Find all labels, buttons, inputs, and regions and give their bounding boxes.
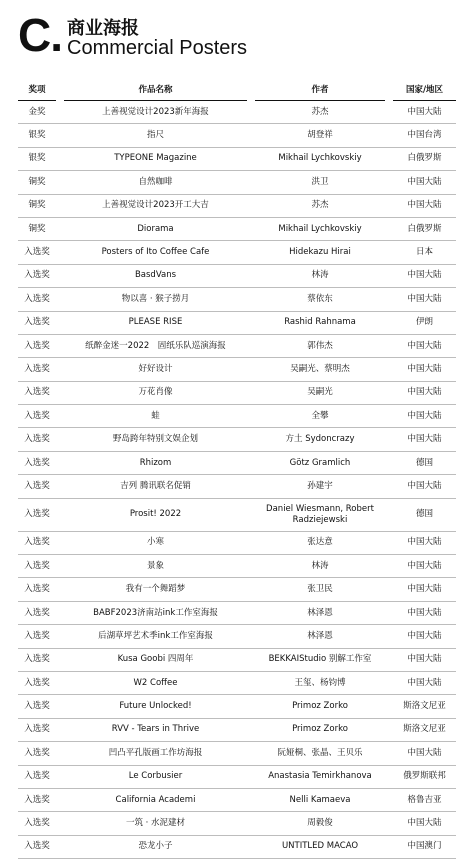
- table-row: [18, 475, 456, 498]
- region-cell: 伊朗: [415, 317, 433, 328]
- table-row: [18, 148, 456, 171]
- region-cell: 中国大陆: [407, 480, 442, 491]
- column-header-award: 奖项: [18, 80, 56, 101]
- region-cell: 中国大陆: [407, 630, 442, 641]
- region-cell: 中国大陆: [407, 560, 442, 571]
- author-cell: 林泽恩: [307, 630, 333, 641]
- award-cell: 入选奖: [24, 457, 50, 468]
- region-cell: 中国大陆: [407, 818, 442, 829]
- award-cell: 铜奖: [28, 200, 46, 211]
- award-cell: 入选奖: [24, 630, 50, 641]
- column-header-work: 作品名称: [64, 80, 247, 101]
- table-row: [18, 288, 456, 311]
- author-cell: UNTITLED MACAO: [281, 841, 359, 852]
- table-row: [18, 555, 456, 578]
- table-row: [18, 499, 456, 532]
- table-row: [18, 358, 456, 381]
- award-cell: 入选奖: [24, 654, 50, 665]
- table-row: [18, 836, 456, 859]
- award-cell: 入选奖: [24, 724, 50, 735]
- table-row: [18, 532, 456, 555]
- award-cell: 入选奖: [24, 480, 50, 491]
- table-row: [18, 405, 456, 428]
- author-cell: 张卫民: [307, 584, 333, 595]
- author-cell: BEKKAIStudio 别解工作室: [268, 654, 372, 665]
- work-title-cell: Le Corbusier: [128, 771, 183, 782]
- author-cell: 王玺、杨钧博: [294, 677, 346, 688]
- award-cell: 入选奖: [24, 363, 50, 374]
- region-cell: 中国大陆: [407, 584, 442, 595]
- author-cell: Nelli Kamaeva: [289, 794, 351, 805]
- award-cell: 银奖: [28, 130, 46, 141]
- table-row: [18, 789, 456, 812]
- author-cell: 蔡依东: [307, 293, 333, 304]
- work-title-cell: Prosit! 2022: [129, 509, 182, 520]
- work-title-cell: 后湖草坪艺术季ink工作室海报: [98, 630, 213, 641]
- work-title-cell: 小寒: [146, 537, 164, 548]
- table-row: [18, 649, 456, 672]
- author-cell: Anastasia Temirkhanova: [268, 771, 372, 782]
- author-cell: 张达意: [307, 537, 333, 548]
- table-header-row: [18, 80, 456, 101]
- work-title-cell: 我有一个舞蹈梦: [125, 584, 186, 595]
- region-cell: 中国大陆: [407, 176, 442, 187]
- author-cell: 林泽恩: [307, 607, 333, 618]
- award-cell: 银奖: [28, 153, 46, 164]
- region-cell: 白俄罗斯: [407, 223, 442, 234]
- region-cell: 中国大陆: [407, 747, 442, 758]
- author-cell: 苏杰: [311, 106, 329, 117]
- author-cell: 吴嗣光、蔡明杰: [290, 363, 350, 374]
- region-cell: 日本: [415, 247, 433, 258]
- region-cell: 斯洛文尼亚: [403, 724, 446, 735]
- award-cell: 入选奖: [24, 270, 50, 281]
- region-cell: 中国大陆: [407, 270, 442, 281]
- work-title-cell: 纸醉金迷一2022 固纸乐队巡演海报: [85, 340, 226, 351]
- table-row: [18, 218, 456, 241]
- work-title-cell: 恐龙小子: [138, 841, 173, 852]
- column-header-author: 作者: [255, 80, 385, 101]
- table-row: [18, 241, 456, 264]
- author-cell: Götz Gramlich: [289, 457, 351, 468]
- author-cell: 洪卫: [311, 176, 329, 187]
- table-row: [18, 719, 456, 742]
- work-title-cell: Diorama: [137, 223, 174, 234]
- column-header-region: 国家/地区: [393, 80, 456, 101]
- region-cell: 中国大陆: [407, 200, 442, 211]
- author-cell: 吴嗣光: [307, 387, 333, 398]
- award-cell: 入选奖: [24, 509, 50, 520]
- table-row: [18, 452, 456, 475]
- award-cell: 铜奖: [28, 223, 46, 234]
- award-cell: 铜奖: [28, 176, 46, 187]
- table-body: [18, 101, 456, 859]
- award-cell: 入选奖: [24, 434, 50, 445]
- author-cell: 郭伟杰: [307, 340, 333, 351]
- author-cell: Mikhail Lychkovskiy: [278, 153, 362, 164]
- table-row: [18, 382, 456, 405]
- award-cell: 入选奖: [24, 701, 50, 712]
- work-title-cell: Future Unlocked!: [119, 701, 192, 712]
- region-cell: 白俄罗斯: [407, 153, 442, 164]
- work-title-cell: 上善视觉设计2023新年海报: [102, 106, 209, 117]
- region-cell: 中国大陆: [407, 363, 442, 374]
- author-cell: 全攀: [311, 410, 329, 421]
- region-cell: 中国大陆: [407, 654, 442, 665]
- region-cell: 中国大陆: [407, 537, 442, 548]
- table-row: [18, 195, 456, 218]
- region-cell: 斯洛文尼亚: [403, 701, 446, 712]
- award-cell: 入选奖: [24, 247, 50, 258]
- award-cell: 入选奖: [24, 794, 50, 805]
- award-cell: 入选奖: [24, 560, 50, 571]
- award-cell: 入选奖: [24, 410, 50, 421]
- table-row: [18, 265, 456, 288]
- award-cell: 入选奖: [24, 537, 50, 548]
- work-title-cell: 物以喜 · 猴子捞月: [121, 293, 190, 304]
- work-title-cell: Posters of Ito Coffee Cafe: [101, 247, 210, 258]
- award-cell: 入选奖: [24, 818, 50, 829]
- award-cell: 入选奖: [24, 584, 50, 595]
- award-cell: 入选奖: [24, 841, 50, 852]
- region-cell: 中国大陆: [407, 387, 442, 398]
- table-row: [18, 124, 456, 147]
- author-cell: 林涛: [311, 560, 329, 571]
- region-cell: 格鲁吉亚: [407, 794, 442, 805]
- award-cell: 入选奖: [24, 677, 50, 688]
- region-cell: 中国大陆: [407, 410, 442, 421]
- work-title-cell: BABF2023济南站ink工作室海报: [93, 607, 218, 618]
- author-cell: Rashid Rahnama: [284, 317, 356, 328]
- region-cell: 德国: [415, 457, 433, 468]
- work-title-cell: 万花肖像: [138, 387, 173, 398]
- table-row: [18, 335, 456, 358]
- region-cell: 中国大陆: [407, 106, 442, 117]
- work-title-cell: TYPEONE Magazine: [114, 153, 197, 164]
- work-title-cell: California Academi: [115, 794, 196, 805]
- author-cell: 苏杰: [311, 200, 329, 211]
- table-row: [18, 312, 456, 335]
- region-cell: 中国澳门: [407, 841, 442, 852]
- work-title-cell: 指尺: [146, 130, 164, 141]
- award-cell: 入选奖: [24, 607, 50, 618]
- title-english: Commercial Posters: [67, 37, 248, 59]
- work-title-cell: Kusa Goobi 四周年: [117, 654, 194, 665]
- author-cell: 阮娅桐、张晶、王贝乐: [277, 747, 363, 758]
- region-cell: 中国大陆: [407, 607, 442, 618]
- work-title-cell: 好好设计: [138, 363, 173, 374]
- region-cell: 中国大陆: [407, 434, 442, 445]
- work-title-cell: 凹凸平孔版画工作坊海报: [108, 747, 203, 758]
- work-title-cell: Rhizom: [139, 457, 172, 468]
- work-title-cell: 自然咖啡: [138, 176, 173, 187]
- award-cell: 入选奖: [24, 747, 50, 758]
- work-title-cell: 吉列 腾讯联名促销: [120, 480, 191, 491]
- award-cell: 入选奖: [24, 340, 50, 351]
- work-title-cell: 景象: [146, 560, 164, 571]
- table-row: [18, 171, 456, 194]
- work-title-cell: RVV - Tears in Thrive: [111, 724, 200, 735]
- author-cell: 胡登祥: [307, 130, 333, 141]
- table-row: [18, 742, 456, 765]
- table-row: [18, 101, 456, 124]
- table-row: [18, 695, 456, 718]
- award-cell: 金奖: [28, 106, 46, 117]
- region-cell: 中国台湾: [407, 130, 442, 141]
- work-title-cell: W2 Coffee: [133, 677, 178, 688]
- author-cell: Daniel Wiesmann, Robert Radziejewski: [266, 503, 374, 525]
- award-cell: 入选奖: [24, 387, 50, 398]
- work-title-cell: 野岛跨年特别文娱企划: [112, 434, 198, 445]
- awards-table: [18, 80, 456, 859]
- table-row: [18, 578, 456, 601]
- work-title-cell: 蛙: [151, 410, 160, 421]
- table-row: [18, 766, 456, 789]
- author-cell: 孙建宇: [307, 480, 333, 491]
- work-title-cell: 上善视觉设计2023开工大吉: [102, 200, 209, 211]
- table-row: [18, 428, 456, 451]
- work-title-cell: PLEASE RISE: [128, 317, 183, 328]
- table-row: [18, 672, 456, 695]
- author-cell: Mikhail Lychkovskiy: [278, 223, 362, 234]
- region-cell: 德国: [415, 509, 433, 520]
- author-cell: Hidekazu Hirai: [289, 247, 351, 258]
- award-cell: 入选奖: [24, 317, 50, 328]
- region-cell: 中国大陆: [407, 677, 442, 688]
- award-cell: 入选奖: [24, 293, 50, 304]
- author-cell: 方土 Sydoncrazy: [285, 434, 355, 445]
- region-cell: 俄罗斯联邦: [403, 771, 446, 782]
- region-cell: 中国大陆: [407, 340, 442, 351]
- table-row: [18, 625, 456, 648]
- region-cell: 中国大陆: [407, 293, 442, 304]
- author-cell: 林涛: [311, 270, 329, 281]
- author-cell: Primoz Zorko: [292, 724, 348, 735]
- table-row: [18, 812, 456, 835]
- title-chinese: 商业海报: [67, 18, 139, 39]
- work-title-cell: BasdVans: [134, 270, 177, 281]
- author-cell: Primoz Zorko: [292, 701, 348, 712]
- work-title-cell: 一筑 · 水泥建材: [125, 818, 186, 829]
- author-cell: 周毅俊: [307, 818, 333, 829]
- section-logo: C.: [18, 9, 62, 61]
- award-cell: 入选奖: [24, 771, 50, 782]
- table-row: [18, 602, 456, 625]
